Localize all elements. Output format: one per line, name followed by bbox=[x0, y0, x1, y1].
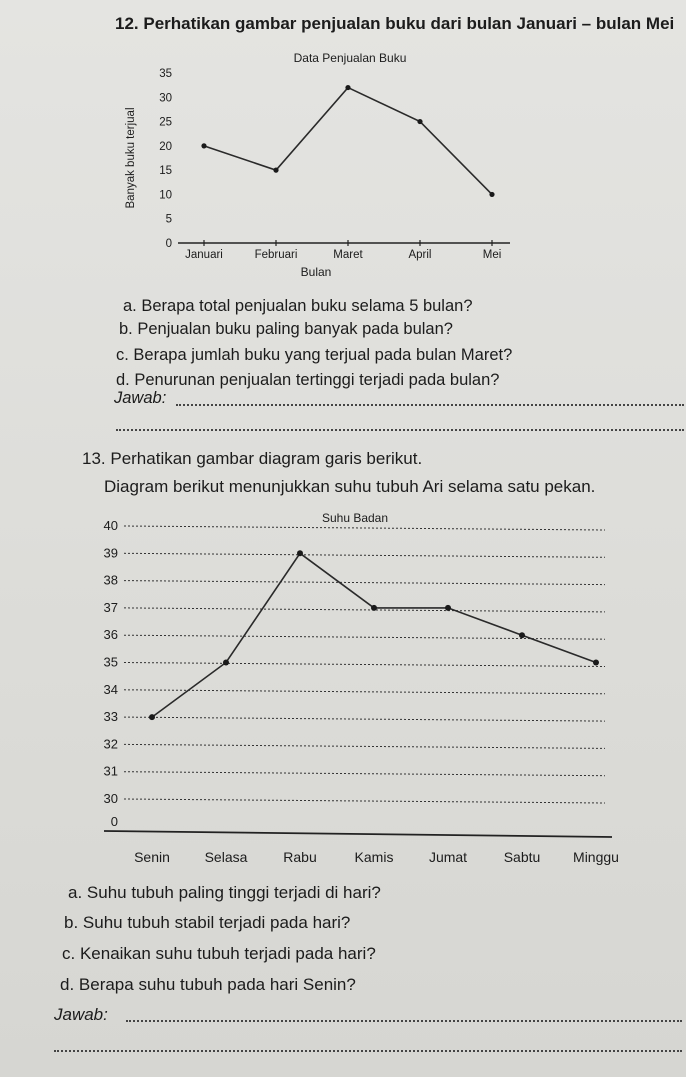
temp-gridline bbox=[124, 526, 605, 530]
question-12-title: 12. Perhatikan gambar penjualan buku dari bulan Januari – bulan Mei bbox=[115, 14, 675, 33]
temp-data-point bbox=[445, 605, 451, 611]
sales-x-tick-label: Januari bbox=[185, 249, 223, 261]
temp-y-tick: 34 bbox=[103, 681, 118, 697]
sales-x-tick-label: Februari bbox=[254, 249, 298, 261]
sales-data-point bbox=[273, 168, 278, 173]
temp-y-tick: 38 bbox=[103, 572, 118, 588]
temperature-chart bbox=[60, 500, 630, 875]
q12-question-c: c. Berapa jumlah buku yang terjual pada bulan Maret? bbox=[116, 346, 513, 364]
temp-gridline bbox=[124, 772, 605, 776]
sales-data-point bbox=[201, 143, 206, 148]
q13-answer-line-1[interactable] bbox=[126, 1020, 682, 1022]
sales-chart bbox=[100, 40, 520, 290]
sales-x-tick-label: April bbox=[408, 249, 432, 261]
temp-gridline bbox=[124, 663, 605, 667]
sales-chart-xlabel: Bulan bbox=[300, 265, 332, 279]
temp-x-axis bbox=[104, 831, 612, 837]
sales-chart-title: Data Penjualan Buku bbox=[293, 51, 407, 65]
temp-x-tick-label: Selasa bbox=[204, 849, 248, 865]
temp-gridline bbox=[124, 690, 605, 694]
question-13-title: 13. Perhatikan gambar diagram garis berikut. bbox=[82, 449, 423, 468]
q12-question-b: b. Penjualan buku paling banyak pada bulan? bbox=[119, 320, 453, 338]
temp-data-point bbox=[149, 714, 155, 720]
temp-gridline bbox=[124, 744, 605, 748]
sales-y-tick: 10 bbox=[159, 189, 172, 202]
temp-gridline bbox=[124, 553, 605, 557]
sales-data-point bbox=[345, 85, 350, 90]
question-13-subtitle: Diagram berikut menunjukkan suhu tubuh Ari selama satu pekan. bbox=[104, 477, 596, 496]
temp-y-tick: 0 bbox=[110, 814, 118, 829]
temp-data-point bbox=[223, 660, 229, 666]
sales-y-tick: 20 bbox=[159, 140, 172, 153]
temp-x-tick-label: Minggu bbox=[573, 849, 619, 865]
sales-series-line bbox=[204, 88, 492, 195]
temperature-chart-title: Suhu Badan bbox=[321, 511, 389, 525]
temp-x-tick-label: Sabtu bbox=[503, 849, 541, 865]
q12-answer-label: Jawab: bbox=[114, 389, 167, 407]
temp-y-tick: 33 bbox=[103, 709, 118, 725]
temp-x-tick-label: Senin bbox=[134, 849, 170, 865]
sales-y-tick: 35 bbox=[159, 68, 172, 80]
temp-y-tick: 40 bbox=[103, 518, 118, 533]
sales-y-tick: 5 bbox=[165, 213, 172, 226]
temp-y-tick: 30 bbox=[103, 791, 118, 806]
temp-y-tick: 35 bbox=[103, 654, 118, 670]
sales-y-tick: 25 bbox=[159, 116, 172, 129]
q13-answer-line-2[interactable] bbox=[54, 1050, 682, 1052]
q13-question-a: a. Suhu tubuh paling tinggi terjadi di hari? bbox=[68, 883, 381, 902]
sales-x-tick-label: Maret bbox=[333, 249, 363, 261]
temp-x-tick-label: Kamis bbox=[354, 849, 394, 865]
temp-y-tick: 37 bbox=[103, 599, 118, 615]
temp-x-tick-label: Rabu bbox=[283, 849, 317, 865]
temp-gridline bbox=[124, 799, 605, 803]
temp-y-tick: 39 bbox=[103, 545, 118, 561]
temp-data-point bbox=[371, 605, 377, 611]
temp-data-point bbox=[519, 632, 525, 638]
temp-data-point bbox=[297, 550, 303, 556]
temp-y-tick: 32 bbox=[103, 736, 118, 752]
temp-gridline bbox=[124, 717, 605, 721]
temp-gridline bbox=[124, 581, 605, 585]
q13-question-d: d. Berapa suhu tubuh pada hari Senin? bbox=[60, 975, 356, 994]
q12-question-d: d. Penurunan penjualan tertinggi terjadi pada bulan? bbox=[116, 371, 500, 389]
sales-chart-ylabel: Banyak buku terjual bbox=[125, 107, 137, 209]
temp-x-tick-label: Jumat bbox=[428, 849, 468, 865]
sales-data-point bbox=[489, 192, 494, 197]
q12-answer-line-1[interactable] bbox=[176, 404, 684, 406]
temp-series-line bbox=[152, 553, 596, 717]
sales-y-tick: 15 bbox=[159, 165, 172, 178]
temp-data-point bbox=[593, 660, 599, 666]
temp-y-tick: 31 bbox=[103, 763, 118, 779]
temp-gridline bbox=[124, 608, 605, 612]
sales-x-tick-label: Mei bbox=[482, 249, 502, 261]
q12-answer-line-2[interactable] bbox=[116, 429, 684, 431]
temp-y-tick: 36 bbox=[103, 627, 118, 643]
q12-question-a: a. Berapa total penjualan buku selama 5 bulan? bbox=[123, 297, 473, 315]
q13-question-c: c. Kenaikan suhu tubuh terjadi pada hari? bbox=[62, 944, 376, 963]
sales-data-point bbox=[417, 119, 422, 124]
sales-y-tick: 0 bbox=[165, 238, 172, 250]
sales-y-tick: 30 bbox=[159, 92, 172, 105]
q13-question-b: b. Suhu tubuh stabil terjadi pada hari? bbox=[64, 913, 351, 932]
q13-answer-label: Jawab: bbox=[54, 1005, 108, 1024]
